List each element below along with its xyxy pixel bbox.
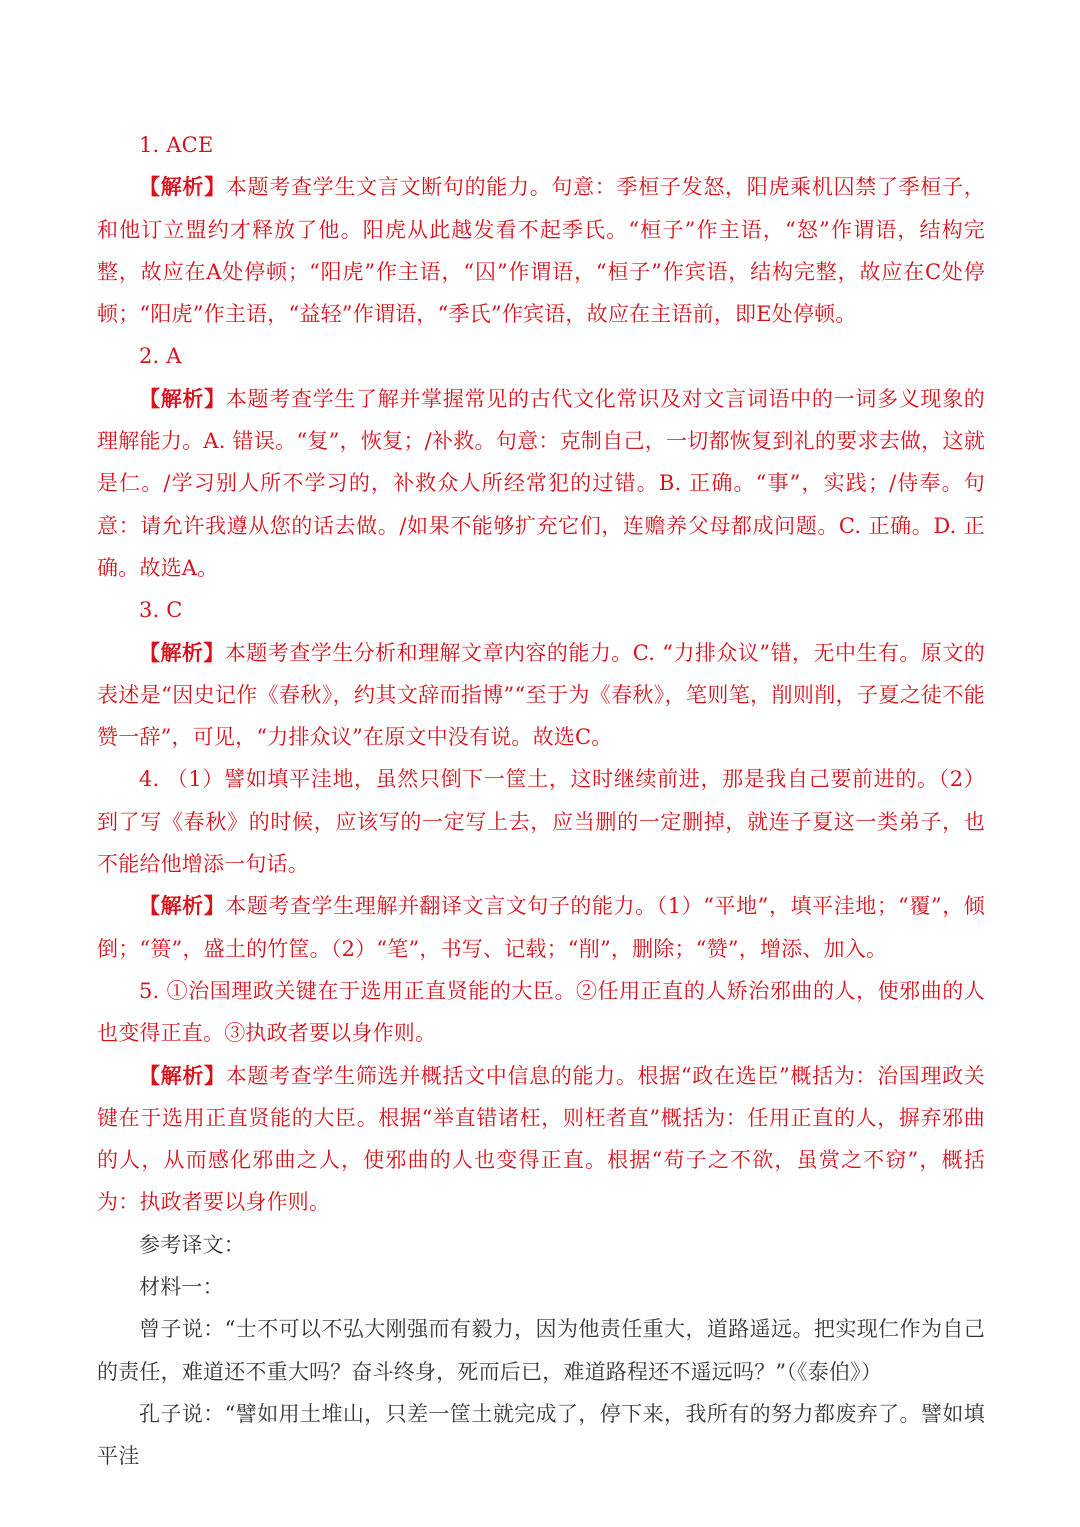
translation-heading: 参考译文： [139, 1232, 245, 1257]
explanation-text: 本题考查学生文言文断句的能力。句意：季桓子发怒，阳虎乘机囚禁了季桓子，和他订立盟约才释放了他。阳虎从此越发看不起季氏。“桓子”作主语，“怒”作谓语，结构完整，故应在A处停顿；“阳虎”作主语，“囚”作谓语，“桓子”作宾语，结构完整，故应在C处停顿；“阳虎”作主语，“益轻”作谓语，“季氏”作宾语，故应在主语前，即E处停顿。 [97, 175, 985, 327]
translation-material-label: 材料一： [139, 1275, 224, 1300]
translation-line-1: 曾子说：“士不可以不弘大刚强而有毅力，因为他责任重大，道路遥远。把实现仁作为自己的责任，难道还不重大吗？奋斗终身，死而后已，难道路程还不遥远吗？”（《泰伯》） [97, 1317, 985, 1384]
answer-2: 2. A [139, 344, 182, 369]
explanation-text: 本题考查学生筛选并概括文中信息的能力。根据“政在选臣”概括为：治国理政关键在于选用正直贤能的大臣。根据“举直错诸枉，则枉者直”概括为：任用正直的人，摒弃邪曲的人，从而感化邪曲之人，使邪曲的人也变得正直。根据“苟子之不欲，虽赏之不窃”，概括为：执政者要以身作则。 [97, 1063, 985, 1215]
answer-3: 3. C [139, 598, 183, 623]
translation-line-2: 孔子说：“譬如用土堆山，只差一筐土就完成了，停下来，我所有的努力都废弃了。譬如填平洼 [97, 1401, 985, 1469]
explanation-2 [97, 378, 985, 589]
answer-1: 1. ACE [139, 133, 214, 157]
explanation-5 [97, 1055, 985, 1224]
explanation-text: 本题考查学生了解并掌握常见的古代文化常识及对文言词语中的一词多义现象的理解能力。A. 错误。“复”，恢复；/补救。句意：克制自己，一切都恢复到礼的要求去做，这就是仁。/学习别人所不学习的，补救众人所经常犯的过错。B. 正确。“事”，实践；/侍奉。句意：请允许我遵从您的话去做。/如果不能够扩充它们，连赡养父母都成问题。C. 正确。D. 正确。故选A。 [97, 386, 985, 580]
answer-4: 4. （1）譬如填平洼地，虽然只倒下一筐土，这时继续前进，那是我自己要前进的。（2）到了写《春秋》的时候，应该写的一定写上去，应当删的一定删掉，就连子夏这一类弟子，也不能给他增添一句话。 [97, 767, 985, 877]
document-page [97, 124, 985, 1478]
explanation-text: 本题考查学生理解并翻译文言文句子的能力。（1）“平地”，填平洼地；“覆”，倾倒；“篑”，盛土的竹筐。（2）“笔”，书写、记载；“削”，删除；“赞”，增添、加入。 [97, 894, 985, 961]
explanation-4 [97, 885, 985, 970]
explanation-text: 本题考查学生分析和理解文章内容的能力。C. “力排众议”错，无中生有。原文的表述是“因史记作《春秋》，约其文辞而指博”“至于为《春秋》，笔则笔，削则削，子夏之徒不能赞一辞”，可见，“力排众议”在原文中没有说。故选C。 [97, 640, 985, 750]
analysis-tag: 【解析】 [139, 385, 226, 411]
explanation-1 [97, 166, 985, 335]
explanation-3 [97, 632, 985, 759]
analysis-tag: 【解析】 [139, 639, 225, 665]
answer-5: 5. ①治国理政关键在于选用正直贤能的大臣。②任用正直的人矫治邪曲的人，使邪曲的人也变得正直。③执政者要以身作则。 [97, 978, 985, 1046]
analysis-tag: 【解析】 [139, 1062, 226, 1088]
analysis-tag: 【解析】 [139, 174, 226, 200]
analysis-tag: 【解析】 [139, 893, 226, 919]
